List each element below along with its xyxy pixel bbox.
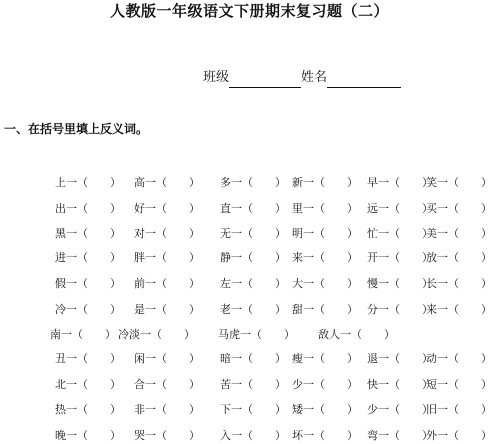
antonym-row bbox=[0, 302, 499, 318]
class-label: 班级 bbox=[203, 70, 230, 85]
antonym-item[interactable]: 瘦一（ ） bbox=[292, 352, 358, 365]
name-blank[interactable] bbox=[327, 73, 401, 88]
antonym-item[interactable]: 上一（ ） bbox=[55, 176, 121, 189]
antonym-item[interactable]: 暗一（ ） bbox=[220, 352, 286, 365]
antonym-item[interactable]: 多一（ ） bbox=[220, 176, 286, 189]
antonym-item[interactable]: 冷淡一（ ） bbox=[118, 328, 195, 341]
antonym-item[interactable]: 丑一（ ） bbox=[55, 352, 121, 365]
antonym-row bbox=[0, 175, 499, 191]
antonym-item[interactable]: 早一（ ） bbox=[367, 176, 433, 189]
antonym-item[interactable]: 入一（ ） bbox=[220, 429, 286, 442]
antonym-row bbox=[0, 250, 499, 266]
class-blank[interactable] bbox=[229, 73, 301, 88]
antonym-item[interactable]: 冷一（ ） bbox=[55, 303, 121, 316]
antonym-item[interactable]: 矮一（ ） bbox=[292, 403, 358, 416]
antonym-item[interactable]: 进一（ ） bbox=[55, 251, 121, 264]
antonym-item[interactable]: 热一（ ） bbox=[55, 403, 121, 416]
antonym-item[interactable]: 少一（ ） bbox=[367, 403, 433, 416]
antonym-row bbox=[0, 201, 499, 217]
antonym-item[interactable]: 对一（ ） bbox=[134, 227, 200, 240]
antonym-item[interactable]: 好一（ ） bbox=[134, 202, 200, 215]
antonym-item[interactable]: 长一（ ） bbox=[426, 277, 492, 290]
antonym-item[interactable]: 北一（ ） bbox=[55, 378, 121, 391]
antonym-item[interactable]: 敌人一（ ） bbox=[318, 328, 395, 341]
antonym-row bbox=[0, 276, 499, 292]
antonym-item[interactable]: 前一（ ） bbox=[134, 277, 200, 290]
antonym-item[interactable]: 闲一（ ） bbox=[134, 352, 200, 365]
antonym-item[interactable]: 新一（ ） bbox=[292, 176, 358, 189]
antonym-item[interactable]: 非一（ ） bbox=[134, 403, 200, 416]
antonym-item[interactable]: 胖一（ ） bbox=[134, 251, 200, 264]
antonym-item[interactable]: 左一（ ） bbox=[220, 277, 286, 290]
antonym-row bbox=[0, 402, 499, 418]
antonym-row bbox=[0, 226, 499, 242]
antonym-item[interactable]: 哭一（ ） bbox=[134, 429, 200, 442]
antonym-item[interactable]: 旧一（ ） bbox=[426, 403, 492, 416]
antonym-item[interactable]: 黑一（ ） bbox=[55, 227, 121, 240]
antonym-item[interactable]: 来一（ ） bbox=[426, 303, 492, 316]
antonym-item[interactable]: 高一（ ） bbox=[134, 176, 200, 189]
antonym-item[interactable]: 笑一（ ） bbox=[426, 176, 492, 189]
antonym-item[interactable]: 下一（ ） bbox=[220, 403, 286, 416]
antonym-item[interactable]: 晚一（ ） bbox=[55, 429, 121, 442]
antonym-item[interactable]: 外一（ ） bbox=[426, 429, 492, 442]
section-heading: 一、在括号里填上反义词。 bbox=[4, 122, 149, 136]
antonym-item[interactable]: 忙一（ ） bbox=[367, 227, 433, 240]
antonym-item[interactable]: 动一（ ） bbox=[426, 352, 492, 365]
antonym-item[interactable]: 少一（ ） bbox=[292, 378, 358, 391]
antonym-item[interactable]: 快一（ ） bbox=[367, 378, 433, 391]
antonym-item[interactable]: 开一（ ） bbox=[367, 251, 433, 264]
antonym-row bbox=[0, 428, 499, 444]
antonym-item[interactable]: 苦一（ ） bbox=[220, 378, 286, 391]
name-label: 姓名 bbox=[301, 70, 328, 85]
antonym-item[interactable]: 退一（ ） bbox=[367, 352, 433, 365]
antonym-item[interactable]: 坏一（ ） bbox=[292, 429, 358, 442]
antonym-item[interactable]: 是一（ ） bbox=[134, 303, 200, 316]
antonym-item[interactable]: 买一（ ） bbox=[426, 202, 492, 215]
antonym-row bbox=[0, 351, 499, 367]
antonym-item[interactable]: 无一（ ） bbox=[220, 227, 286, 240]
antonym-item[interactable]: 放一（ ） bbox=[426, 251, 492, 264]
antonym-item[interactable]: 静一（ ） bbox=[220, 251, 286, 264]
antonym-item[interactable]: 老一（ ） bbox=[220, 303, 286, 316]
antonym-item[interactable]: 直一（ ） bbox=[220, 202, 286, 215]
antonym-item[interactable]: 来一（ ） bbox=[292, 251, 358, 264]
antonym-item[interactable]: 弯一（ ） bbox=[367, 429, 433, 442]
antonym-item[interactable]: 里一（ ） bbox=[292, 202, 358, 215]
antonym-item[interactable]: 甜一（ ） bbox=[292, 303, 358, 316]
antonym-item[interactable]: 美一（ ） bbox=[426, 227, 492, 240]
antonym-row bbox=[0, 377, 499, 393]
antonym-item[interactable]: 合一（ ） bbox=[134, 378, 200, 391]
student-info bbox=[203, 68, 401, 88]
antonym-item[interactable]: 短一（ ） bbox=[426, 378, 492, 391]
antonym-item[interactable]: 慢一（ ） bbox=[367, 277, 433, 290]
antonym-item[interactable]: 大一（ ） bbox=[292, 277, 358, 290]
antonym-item[interactable]: 远一（ ） bbox=[367, 202, 433, 215]
antonym-item[interactable]: 假一（ ） bbox=[55, 277, 121, 290]
antonym-item[interactable]: 明一（ ） bbox=[292, 227, 358, 240]
antonym-item[interactable]: 分一（ ） bbox=[367, 303, 433, 316]
antonym-item[interactable]: 南一（ ） bbox=[50, 328, 116, 341]
antonym-item[interactable]: 出一（ ） bbox=[55, 202, 121, 215]
antonym-row bbox=[0, 327, 499, 343]
antonym-item[interactable]: 马虎一（ ） bbox=[218, 328, 295, 341]
page-title: 人教版一年级语文下册期末复习题（二） bbox=[109, 2, 389, 20]
